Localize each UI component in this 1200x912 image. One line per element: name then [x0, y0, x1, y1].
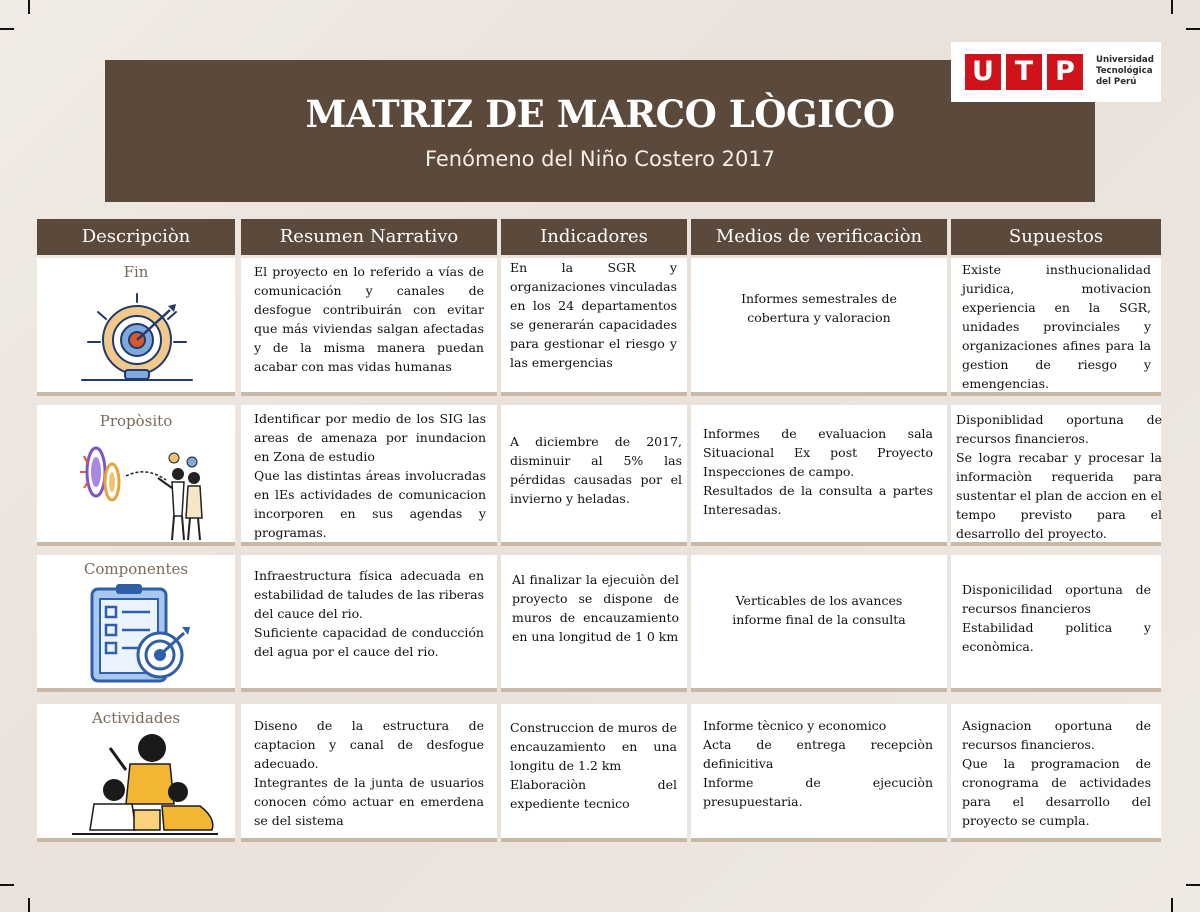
team-puzzle-icon — [70, 726, 220, 838]
column-header-descripcion: Descripciòn — [37, 219, 235, 255]
crop-mark — [28, 898, 30, 912]
row-label-actividades: Actividades — [91, 709, 181, 727]
actividades-indicadores-text: Construccion de muros de encauzamiento en una longitu de 1.2 km Elaboraciòn del expediente tecnico — [510, 720, 677, 811]
componentes-resumen-text: Infraestructura física adecuada en estabilidad de taludes de las riberas del cauce del rio. Suficiente capacidad de conducción del agua por el cauce del rio. — [254, 568, 484, 659]
column-header-medios: Medios de verificaciòn — [691, 219, 947, 255]
fin-supuestos-text: Existe insthucionalidad juridica, motivacion experiencia en la SGR, unidades provinciales y organizaciones afines para la gestion de riesgo y emengencias. — [962, 262, 1151, 391]
row-label-proposito: Propòsito — [99, 412, 173, 430]
page-title: MATRIZ DE MARCO LÒGICO — [305, 92, 895, 136]
componentes-medios-text: Verticables de los avances informe final de la consulta — [732, 593, 906, 627]
page-subtitle: Fenómeno del Niño Costero 2017 — [424, 147, 776, 171]
logo-letter-t: T — [1006, 54, 1042, 90]
column-header-supuestos: Supuestos — [951, 219, 1161, 255]
proposito-indicadores-text: A diciembre de 2017, disminuir al 5% las pérdidas causadas por el invierno y heladas. — [510, 434, 682, 506]
crop-mark — [1186, 884, 1200, 886]
actividades-medios-text: Informe tècnico y economico Acta de entrega recepciòn definicitiva Informe de ejecuciòn presupuestaria. — [703, 718, 933, 809]
row-label-componentes: Componentes — [83, 560, 189, 578]
cell-medios — [691, 258, 947, 396]
crop-mark — [0, 884, 14, 886]
logo-letter-p: P — [1047, 54, 1083, 90]
fin-resumen-text: El proyecto en lo referido a vías de comunicación y canales de desfogue contribuirán con evitar que más viviendas salgan afectadas y de la misma manera puedan acabar con mas vidas humanas — [254, 264, 484, 374]
proposito-medios-text: Informes de evaluacion sala Situacional Ex post Proyecto Inspecciones de campo. Resultados de la consulta a partes Interesadas. — [703, 426, 933, 517]
crop-mark — [1171, 898, 1173, 912]
proposito-resumen-text: Identificar por medio de los SIG las areas de amenaza por inundacion en Zona de estudio Que las distintas áreas involucradas en lEs actividades de comunicacion incorporen en sus agendas y programas. — [254, 411, 486, 540]
crop-mark — [0, 28, 14, 30]
crop-mark — [1186, 28, 1200, 30]
utp-logo — [951, 42, 1161, 102]
componentes-supuestos-text: Disponicilidad oportuna de recursos financieros Estabilidad politica y econòmica. — [962, 582, 1151, 654]
crop-mark — [28, 0, 30, 14]
column-header-resumen: Resumen Narrativo — [241, 219, 497, 255]
actividades-resumen-text: Diseno de la estructura de captacion y canal de desfogue adecuado. Integrantes de la junta de usuarios conocen cómo actuar en emerdena se del sistema — [254, 718, 484, 828]
checklist-target-icon — [88, 583, 198, 687]
row-label-fin: Fin — [123, 263, 149, 281]
proposito-supuestos-text: Disponiblidad oportuna de recursos financieros. Se logra recabar y procesar la informaciòn requerida para sustentar el plan de accion en el tempo previsto para el desarrollo del proyecto. — [956, 412, 1162, 541]
people-aiming-target-icon — [66, 436, 216, 542]
logo-letter-u: U — [965, 54, 1001, 90]
fin-medios-text: Informes semestrales de cobertura y valoracion — [741, 291, 897, 325]
fin-indicadores-text: En la SGR y organizaciones vinculadas en los 24 departamentos se generarán capacidades para gestionar el riesgo y las emergencias — [510, 260, 677, 370]
column-header-indicadores: Indicadores — [501, 219, 687, 255]
crop-mark — [1171, 0, 1173, 14]
componentes-indicadores-text: Al finalizar la ejecuiòn del proyecto se dispone de muros de encauzamiento en una longitud de 1 0 km — [512, 572, 679, 644]
actividades-supuestos-text: Asignacion oportuna de recursos financieros. Que la programacion de cronograma de actividades para el desarrollo del proyecto se cumpla. — [962, 718, 1151, 828]
target-lightbulb-icon — [78, 292, 196, 388]
logo-university-name: Universidad Tecnológica del Perú — [1096, 55, 1154, 87]
